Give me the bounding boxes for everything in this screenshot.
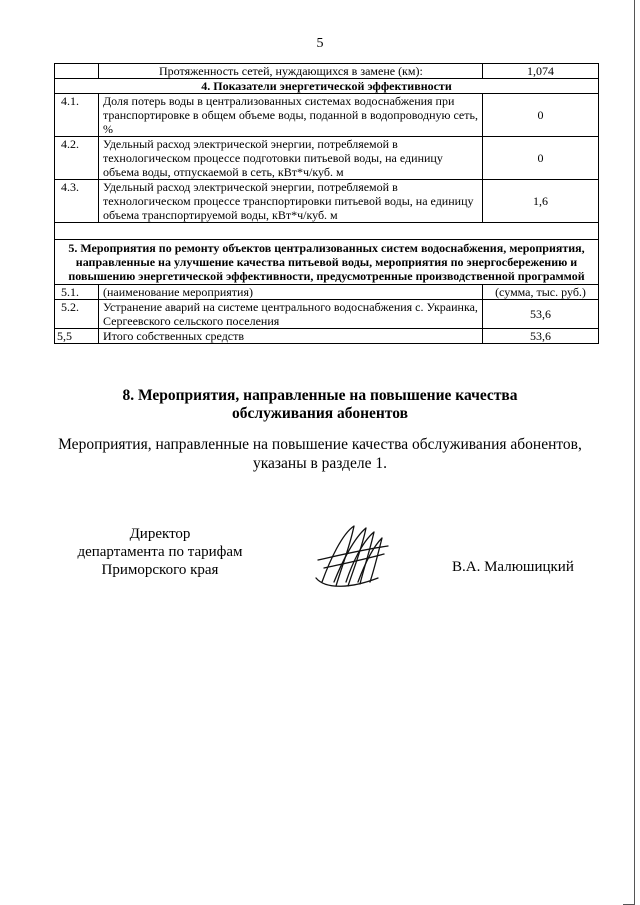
section-8-title-text: 8. Мероприятия, направленные на повышение качества обслуживания абонентов: [122, 387, 518, 422]
row-value: 53,6: [483, 329, 599, 344]
indicators-table: [54, 63, 599, 344]
row-description: (наименование мероприятия): [99, 285, 483, 300]
row-description: Удельный расход электрической энергии, потребляемой в технологическом процессе транспортировки питьевой воды, на единицу объема транспортируемой воды, кВт*ч/куб. м: [99, 180, 483, 223]
row-value: 0: [483, 94, 599, 137]
row-description: Устранение аварий на системе центрального водоснабжения с. Украинка, Сергеевского сельского поселения: [99, 300, 483, 329]
scan-edge-line: [634, 0, 635, 905]
section-4-title: 4. Показатели энергетической эффективности: [55, 79, 599, 94]
section-row: [55, 79, 599, 94]
row-value: (сумма, тыс. руб.): [483, 285, 599, 300]
row-description: Протяженность сетей, нуждающихся в замене (км):: [99, 64, 483, 79]
row-number: 4.2.: [55, 137, 99, 180]
table-row: [55, 64, 599, 79]
handwritten-signature: [312, 520, 392, 590]
row-number: 4.3.: [55, 180, 99, 223]
row-value: 1,6: [483, 180, 599, 223]
position-line-3: Приморского края: [101, 562, 219, 578]
row-number: 5,5: [55, 329, 99, 344]
row-number: 5.2.: [55, 300, 99, 329]
table-row: [55, 137, 599, 180]
row-number: 4.1.: [55, 94, 99, 137]
table-row: [55, 180, 599, 223]
row-number: 5.1.: [55, 285, 99, 300]
row-value: 53,6: [483, 300, 599, 329]
page-number: 5: [316, 36, 324, 51]
empty-row: [55, 223, 599, 240]
table-row: [55, 300, 599, 329]
section-5-title: 5. Мероприятия по ремонту объектов централизованных систем водоснабжения, мероприятия, направленные на улучшение качества питьевой воды, мероприятия по энергосбережению и повышению энергетической эффективности, предусмотренные производственной программой: [55, 240, 599, 285]
row-value: 1,074: [483, 64, 599, 79]
position-line-1: Директор: [129, 526, 191, 542]
table-row: [55, 285, 599, 300]
row-description: Удельный расход электрической энергии, потребляемой в технологическом процессе подготовки питьевой воды, на единицу объема воды, отпускаемой в сеть, кВт*ч/куб. м: [99, 137, 483, 180]
signatory-position: [60, 525, 260, 579]
table-row: [55, 329, 599, 344]
row-value: 0: [483, 137, 599, 180]
section-8-title: [0, 387, 640, 423]
spacer-cell: [55, 223, 599, 240]
signatory-name: В.А. Малюшицкий: [452, 559, 574, 575]
row-description: Доля потерь воды в централизованных системах водоснабжения при транспортировке в общем объеме воды, поданной в водопроводную сеть, %: [99, 94, 483, 137]
section-row: [55, 240, 599, 285]
section-8-text: Мероприятия, направленные на повышение качества обслуживания абонентов, указаны в разделе 1.: [58, 436, 582, 472]
row-number: [55, 64, 99, 79]
row-description: Итого собственных средств: [99, 329, 483, 344]
table-row: [55, 94, 599, 137]
position-line-2: департамента по тарифам: [77, 544, 243, 560]
